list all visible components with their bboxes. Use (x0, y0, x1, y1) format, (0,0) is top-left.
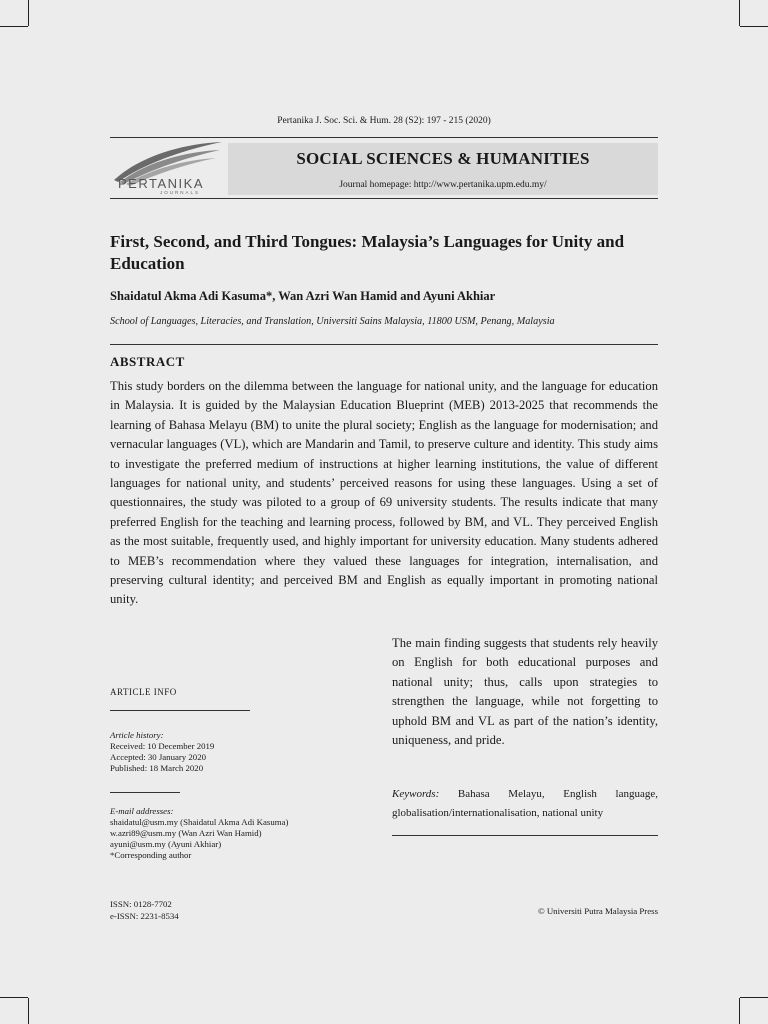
abstract-heading: ABSTRACT (110, 354, 185, 369)
article-history-label: Article history: (110, 730, 164, 740)
keywords (392, 785, 658, 823)
keywords-rule (392, 835, 658, 836)
keywords-label: Keywords: (392, 788, 440, 800)
article-title: First, Second, and Third Tongues: Malaysia’s Languages for Unity and Education (110, 232, 625, 273)
crop-mark-bottom-right-h (740, 997, 768, 998)
abstract-body: This study borders on the dilemma between the language for national unity, and the language for education in Malaysia. It is guided by the Malaysian Education Blueprint (MEB) 2013-2025 that recommends the learning of Bahasa Melayu (BM) to unite the plural society; English as the language for modernisation; and vernacular languages (VL), which are Mandarin and Tamil, to preserve culture and identity. This study aims to investigate the preferred medium of instructions at higher learning institutions, the value of different languages for national unity, and students’ perceived reasons for using these languages. Using a set of questionnaires, the study was piloted to a group of 69 university students. The results indicate that many preferred English for the teaching and learning process, followed by BM, and VL. They perceived English as the most suitable, frequently used, and highly important for university education. Many students adhered to MEB’s recommendation where they valued these languages for integration, internalisation, and preserving cultural identity; and perceived BM and English as equally important in promoting national unity. (110, 379, 658, 607)
email-2[interactable]: w.azri89@usm.my (Wan Azri Wan Hamid) (110, 828, 262, 838)
eissn: e-ISSN: 2231-8534 (110, 911, 179, 921)
publisher-copyright: © Universiti Putra Malaysia Press (537, 906, 658, 916)
abstract-continuation: The main finding suggests that students rely heavily on English for both educational purposes and national unity; thus, calls upon strategies to strengthen the language, while not forgetting to uphold BM and VL as part of the nation’s identity, uniqueness, and pride. (392, 636, 658, 748)
accepted-date: Accepted: 30 January 2020 (110, 752, 207, 762)
header-rule-top (110, 137, 658, 138)
journal-homepage[interactable]: Journal homepage: http://www.pertanika.upm.edu.my/ (339, 180, 547, 190)
header-rule-bottom (110, 198, 658, 199)
affiliation-rule (110, 344, 658, 345)
article-authors: Shaidatul Akma Adi Kasuma*, Wan Azri Wan Hamid and Ayuni Akhiar (110, 289, 496, 303)
corresponding-author-note: *Corresponding author (110, 850, 192, 860)
email-3[interactable]: ayuni@usm.my (Ayuni Akhiar) (110, 839, 222, 849)
crop-mark-top-right-h (740, 26, 768, 27)
issn: ISSN: 0128-7702 (110, 899, 172, 909)
received-date: Received: 10 December 2019 (110, 741, 215, 751)
email-label: E-mail addresses: (110, 806, 174, 816)
author-affiliation: School of Languages, Literacies, and Translation, Universiti Sains Malaysia, 11800 USM, Penang, Malaysia (110, 316, 555, 327)
crop-mark-bottom-right-v (739, 998, 740, 1024)
article-info-heading: ARTICLE INFO (110, 687, 177, 697)
crop-mark-top-left-v (28, 0, 29, 26)
crop-mark-top-right-v (739, 0, 740, 26)
article-info-rule (110, 710, 250, 711)
running-head: Pertanika J. Soc. Sci. & Hum. 28 (S2): 197 - 215 (2020) (277, 116, 491, 126)
keywords-list: Bahasa Melayu, English language, globalisation/internationalisation, national unity (392, 788, 658, 819)
logo-subtext: JOURNALS (160, 190, 201, 195)
crop-mark-top-left-h (0, 26, 28, 27)
history-rule (110, 792, 180, 793)
journal-name: SOCIAL SCIENCES & HUMANITIES (296, 149, 590, 168)
crop-mark-bottom-left-v (28, 998, 29, 1024)
crop-mark-bottom-left-h (0, 997, 28, 998)
logo-wordmark: PERTANIKA (118, 176, 204, 191)
issn-block (110, 898, 179, 922)
published-date: Published: 18 March 2020 (110, 763, 204, 773)
email-1[interactable]: shaidatul@usm.my (Shaidatul Akma Adi Kasuma) (110, 817, 289, 827)
